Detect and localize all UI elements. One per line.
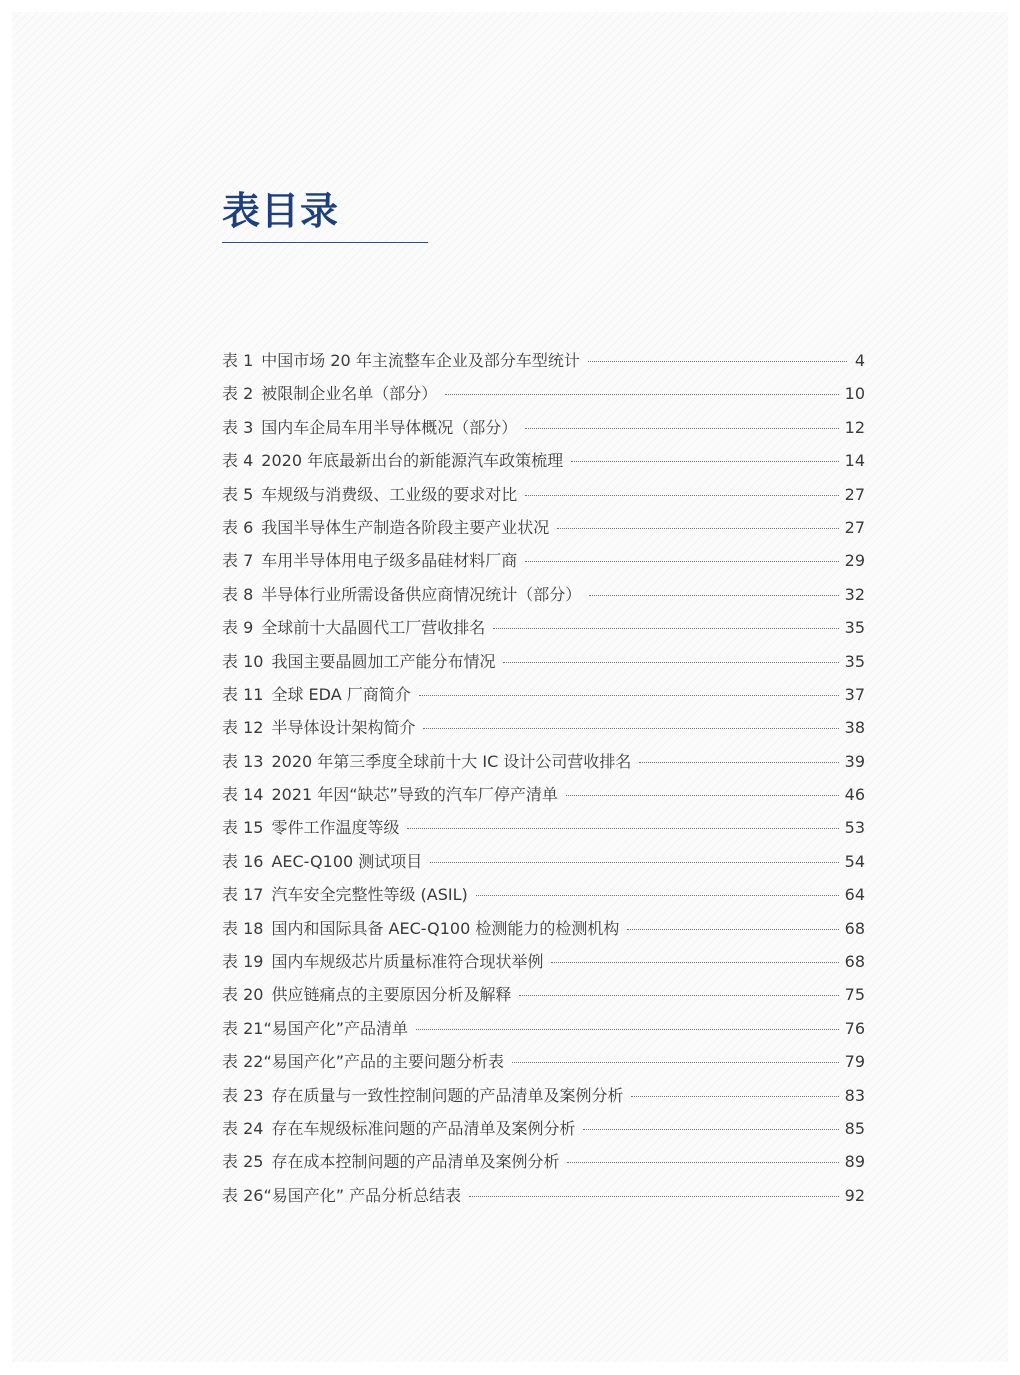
toc-entry-label: 表 2 <box>222 384 254 404</box>
toc-entry-label: 表 23 <box>222 1085 264 1105</box>
toc-dot-leader <box>588 361 847 362</box>
toc-dot-leader <box>423 728 838 729</box>
toc-entry-page-number: 92 <box>844 1185 865 1205</box>
toc-entry-page-number: 64 <box>844 885 865 905</box>
toc-entry-label: 表 14 <box>222 785 264 805</box>
toc-entry-caption: 存在质量与一致性控制问题的产品清单及案例分析 <box>271 1085 624 1105</box>
toc-dot-leader <box>627 929 838 930</box>
toc-entry-caption: 国内车规级芯片质量标准符合现状举例 <box>271 952 544 972</box>
toc-entry-label: 表 8 <box>222 584 254 604</box>
toc-entry[interactable] <box>222 649 865 682</box>
toc-dot-leader <box>512 1062 839 1063</box>
toc-entry-label: 表 21 <box>222 1018 264 1038</box>
toc-entry-label: 表 13 <box>222 751 264 771</box>
toc-entry-page-number: 79 <box>844 1052 865 1072</box>
toc-dot-leader <box>525 561 838 562</box>
toc-entry[interactable] <box>222 1016 865 1049</box>
toc-entry-caption: 被限制企业名单（部分） <box>261 384 438 404</box>
toc-entry-caption: 车规级与消费级、工业级的要求对比 <box>261 484 518 504</box>
toc-entry-label: 表 9 <box>222 618 254 638</box>
toc-entry-page-number: 76 <box>844 1018 865 1038</box>
title-underline <box>222 242 428 243</box>
toc-entry[interactable] <box>222 1116 865 1149</box>
toc-dot-leader <box>525 428 838 429</box>
toc-entry[interactable] <box>222 949 865 982</box>
toc-entry-page-number: 54 <box>844 851 865 871</box>
toc-entry[interactable] <box>222 448 865 481</box>
toc-entry[interactable] <box>222 515 865 548</box>
toc-entry-caption: 国内车企局车用半导体概况（部分） <box>261 417 518 437</box>
toc-dot-leader <box>551 962 838 963</box>
toc-entry-label: 表 7 <box>222 551 254 571</box>
toc-entry[interactable] <box>222 849 865 882</box>
toc-entry-caption: “易国产化” 产品分析总结表 <box>263 1185 462 1205</box>
toc-entry-caption: 存在成本控制问题的产品清单及案例分析 <box>271 1152 560 1172</box>
toc-entry-label: 表 12 <box>222 718 264 738</box>
toc-entry-label: 表 10 <box>222 651 264 671</box>
toc-entry-caption: 半导体设计架构简介 <box>271 718 416 738</box>
toc-entry-label: 表 25 <box>222 1152 264 1172</box>
toc-entry-caption: 我国主要晶圆加工产能分布情况 <box>271 651 496 671</box>
toc-entry[interactable] <box>222 615 865 648</box>
toc-entry-page-number: 35 <box>844 618 865 638</box>
toc-entry-page-number: 68 <box>844 952 865 972</box>
toc-entry-label: 表 11 <box>222 684 264 704</box>
toc-entry-page-number: 37 <box>844 684 865 704</box>
toc-entry[interactable] <box>222 348 865 381</box>
toc-entry[interactable] <box>222 1183 865 1216</box>
toc-entry-page-number: 27 <box>844 517 865 537</box>
toc-dot-leader <box>493 628 838 629</box>
toc-entry-page-number: 10 <box>844 384 865 404</box>
toc-dot-leader <box>407 828 838 829</box>
table-of-contents <box>222 348 865 1216</box>
toc-entry-page-number: 27 <box>844 484 865 504</box>
toc-entry-page-number: 38 <box>844 718 865 738</box>
toc-entry-caption: “易国产化”产品清单 <box>263 1018 409 1038</box>
toc-entry-caption: 存在车规级标准问题的产品清单及案例分析 <box>271 1118 576 1138</box>
toc-entry-label: 表 5 <box>222 484 254 504</box>
toc-entry-page-number: 4 <box>854 351 865 370</box>
toc-entry-caption: 半导体行业所需设备供应商情况统计（部分） <box>261 584 582 604</box>
toc-entry-page-number: 29 <box>844 551 865 571</box>
toc-entry-page-number: 12 <box>844 417 865 437</box>
toc-entry-page-number: 83 <box>844 1085 865 1105</box>
toc-entry-page-number: 85 <box>844 1118 865 1138</box>
toc-entry-label: 表 17 <box>222 885 264 905</box>
toc-entry-label: 表 4 <box>222 451 254 471</box>
toc-entry-caption: 2021 年因“缺芯”导致的汽车厂停产清单 <box>271 785 558 805</box>
toc-entry[interactable] <box>222 749 865 782</box>
toc-entry-caption: 全球前十大晶圆代工厂营收排名 <box>261 618 486 638</box>
toc-dot-leader <box>519 995 838 996</box>
toc-dot-leader <box>566 795 839 796</box>
toc-entry-caption: AEC-Q100 测试项目 <box>271 851 423 871</box>
toc-entry-label: 表 15 <box>222 818 264 838</box>
toc-dot-leader <box>639 762 838 763</box>
toc-entry-label: 表 24 <box>222 1118 264 1138</box>
toc-dot-leader <box>583 1129 838 1130</box>
toc-entry-page-number: 46 <box>844 785 865 805</box>
toc-entry-page-number: 32 <box>844 584 865 604</box>
toc-entry-label: 表 16 <box>222 851 264 871</box>
toc-entry[interactable] <box>222 982 865 1015</box>
toc-entry[interactable] <box>222 916 865 949</box>
toc-dot-leader <box>525 495 838 496</box>
toc-entry-caption: 全球 EDA 厂商简介 <box>271 684 411 704</box>
toc-entry-caption: 2020 年第三季度全球前十大 IC 设计公司营收排名 <box>271 751 632 771</box>
toc-entry-label: 表 22 <box>222 1052 264 1072</box>
toc-entry[interactable] <box>222 482 865 515</box>
toc-entry-caption: “易国产化”产品的主要问题分析表 <box>263 1052 505 1072</box>
toc-dot-leader <box>476 895 839 896</box>
toc-entry-label: 表 6 <box>222 517 254 537</box>
toc-entry-caption: 汽车安全完整性等级 (ASIL) <box>271 885 468 905</box>
toc-entry[interactable] <box>222 548 865 581</box>
toc-entry-page-number: 14 <box>844 451 865 471</box>
toc-dot-leader <box>631 1096 838 1097</box>
toc-entry-label: 表 19 <box>222 952 264 972</box>
toc-entry[interactable] <box>222 582 865 615</box>
toc-entry-page-number: 75 <box>844 985 865 1005</box>
toc-entry-caption: 国内和国际具备 AEC-Q100 检测能力的检测机构 <box>271 918 620 938</box>
toc-entry-caption: 我国半导体生产制造各阶段主要产业状况 <box>261 517 550 537</box>
toc-dot-leader <box>419 695 839 696</box>
toc-entry-label: 表 3 <box>222 417 254 437</box>
toc-entry-label: 表 26 <box>222 1185 264 1205</box>
toc-dot-leader <box>445 394 838 395</box>
toc-dot-leader <box>430 862 838 863</box>
toc-dot-leader <box>416 1029 839 1030</box>
toc-entry-page-number: 35 <box>844 651 865 671</box>
toc-entry[interactable] <box>222 1149 865 1182</box>
toc-entry[interactable] <box>222 815 865 848</box>
toc-entry-label: 表 18 <box>222 918 264 938</box>
toc-entry[interactable] <box>222 381 865 414</box>
toc-entry[interactable] <box>222 715 865 748</box>
toc-dot-leader <box>589 595 838 596</box>
toc-dot-leader <box>503 662 838 663</box>
toc-entry-caption: 车用半导体用电子级多晶硅材料厂商 <box>261 551 518 571</box>
toc-entry[interactable] <box>222 682 865 715</box>
toc-entry-page-number: 53 <box>844 818 865 838</box>
toc-dot-leader <box>571 461 839 462</box>
toc-entry-caption: 2020 年底最新出台的新能源汽车政策梳理 <box>261 451 564 471</box>
toc-dot-leader <box>567 1162 838 1163</box>
toc-entry[interactable] <box>222 1049 865 1082</box>
toc-dot-leader <box>469 1196 839 1197</box>
toc-entry-page-number: 89 <box>844 1152 865 1172</box>
toc-entry[interactable] <box>222 882 865 915</box>
toc-entry-caption: 供应链痛点的主要原因分析及解释 <box>271 985 512 1005</box>
toc-entry[interactable] <box>222 415 865 448</box>
toc-entry[interactable] <box>222 782 865 815</box>
toc-entry-label: 表 20 <box>222 985 264 1005</box>
toc-entry-page-number: 68 <box>844 918 865 938</box>
toc-entry[interactable] <box>222 1083 865 1116</box>
toc-entry-caption: 零件工作温度等级 <box>271 818 400 838</box>
toc-dot-leader <box>557 528 838 529</box>
page-title: 表目录 <box>222 189 340 233</box>
toc-entry-label: 表 1 <box>222 351 254 370</box>
toc-entry-caption: 中国市场 20 年主流整车企业及部分车型统计 <box>261 351 580 370</box>
toc-entry-page-number: 39 <box>844 751 865 771</box>
